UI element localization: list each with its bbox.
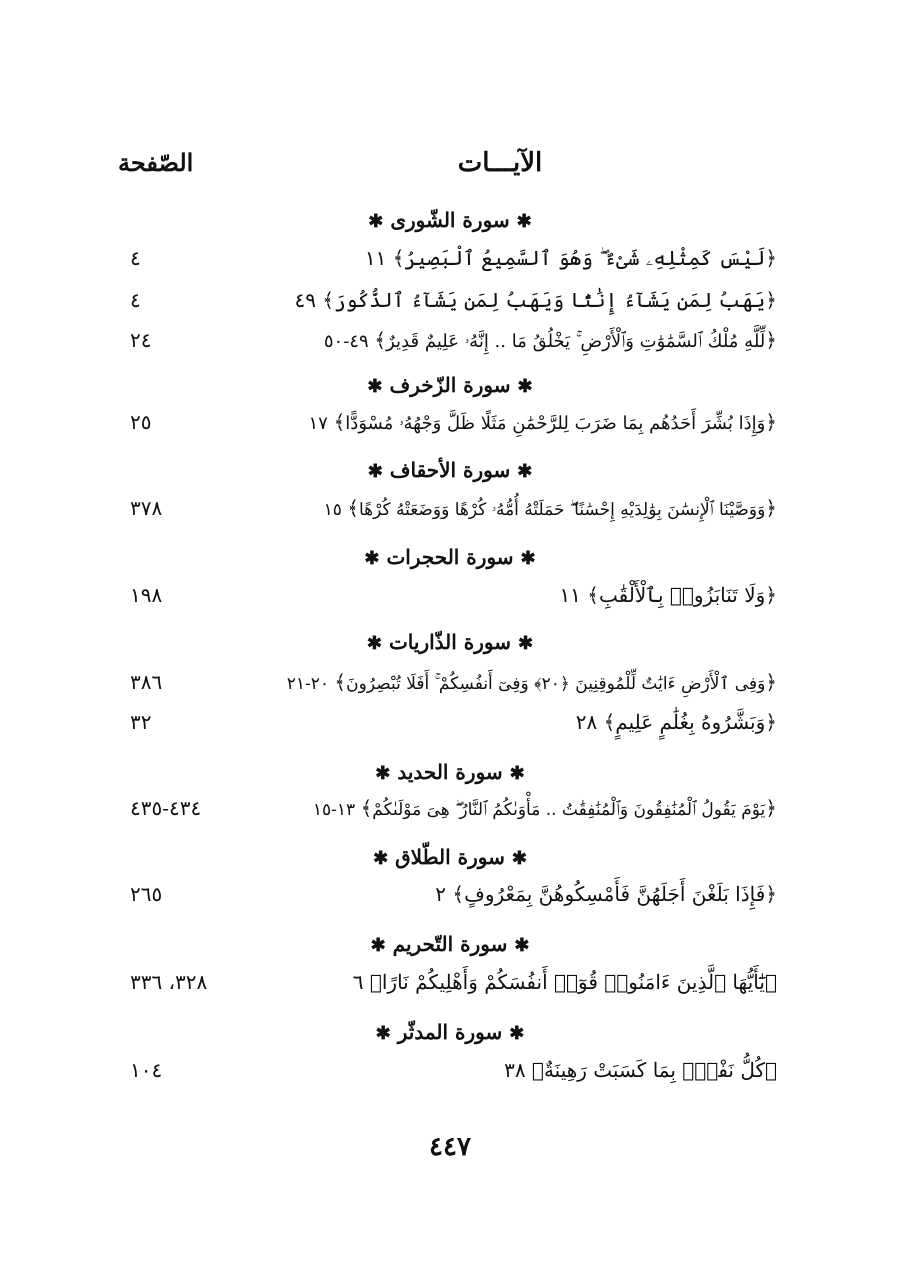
page-ref: ٢٥ xyxy=(130,410,152,434)
star-ornament-icon: ✱ xyxy=(509,763,525,784)
verse-text xyxy=(313,796,777,820)
index-entry xyxy=(0,796,900,832)
verse-text xyxy=(309,410,778,434)
verse-body: لَيْسَ كَمِثْلِهِۦ شَىْءٌ ۖ وَهُوَ ٱلسَّمِيعُ ٱلْبَصِيرُ xyxy=(404,246,766,270)
star-ornament-icon: ✱ xyxy=(517,376,533,397)
bracket-open-icon: ﴿ xyxy=(765,328,777,352)
verses-column-header: الآيـــات xyxy=(457,148,543,178)
verse-body: وَبَشَّرُوهُ بِغُلَٰمٍ عَلِيمٍ xyxy=(615,710,766,734)
surah-heading xyxy=(0,932,900,956)
surah-name: سورة الحجرات xyxy=(386,545,514,569)
bracket-close-icon: ﴾ xyxy=(347,496,359,520)
bracket-open-icon: ﴿ xyxy=(765,710,777,734)
verse-body: فَإِذَا بَلَغْنَ أَجَلَهُنَّ فَأَمْسِكُوهُنَّ بِمَعْرُوفٍ xyxy=(464,882,766,906)
verse-body: لِّلَّهِ مُلْكُ ٱلسَّمَٰوَٰتِ وَٱلْأَرْضِ ۚ يَخْلُقُ مَا .. إِنَّهُۥ عَلِيمٌ قَدِيرٌ xyxy=(386,331,766,352)
star-ornament-icon: ✱ xyxy=(517,633,534,654)
surah-name: سورة الطّلاق xyxy=(395,845,505,869)
star-ornament-icon: ✱ xyxy=(370,935,386,956)
surah-heading xyxy=(0,1020,900,1044)
page-ref: ٢٦٥ xyxy=(130,882,163,906)
bracket-open-icon: ﴿ xyxy=(765,882,777,906)
bracket-open-icon: ﴿ xyxy=(765,796,777,820)
surah-name: سورة الذّاريات xyxy=(388,630,512,654)
star-ornament-icon: ✱ xyxy=(509,1023,525,1044)
star-ornament-icon: ✱ xyxy=(366,633,382,654)
bracket-open-icon: ﴿ xyxy=(765,246,777,270)
verse-body: وَإِذَا بُشِّرَ أَحَدُهُم بِمَا ضَرَبَ لِلرَّحْمَٰنِ مَثَلًا ظَلَّ وَجْهُهُۥ مُسْوَدًّا xyxy=(345,413,766,434)
verse-text xyxy=(294,288,777,312)
surah-name: سورة الأحقاف xyxy=(389,458,511,482)
bracket-close-icon: ﴾ xyxy=(322,288,335,312)
bracket-close-icon: ﴾ xyxy=(360,796,373,820)
table-header xyxy=(120,148,760,188)
star-ornament-icon: ✱ xyxy=(511,848,527,869)
page-ref: ٣٢ xyxy=(130,710,152,734)
surah-heading xyxy=(0,630,900,654)
star-ornament-icon: ✱ xyxy=(375,1023,391,1044)
verse-body: كُلُّ نَفْسٍۭ بِمَا كَسَبَتْ رَهِينَةٌ xyxy=(543,1058,765,1082)
bracket-close-icon: ﴾ xyxy=(603,710,616,734)
bracket-open-icon: ﴿ xyxy=(764,1058,777,1082)
index-entry xyxy=(0,882,900,918)
page-ref: ٤ xyxy=(130,288,141,312)
surah-heading xyxy=(0,545,900,569)
surah-heading xyxy=(0,760,900,784)
bracket-open-icon: ﴿ xyxy=(765,670,777,694)
page-ref: ١٠٤ xyxy=(130,1058,163,1082)
surah-heading xyxy=(0,208,900,232)
bracket-open-icon: ﴿ xyxy=(764,970,777,994)
bracket-close-icon: ﴾ xyxy=(334,670,347,694)
index-entry xyxy=(0,710,900,746)
index-entry xyxy=(0,1058,900,1094)
verse-text xyxy=(287,670,777,694)
bracket-close-icon: ﴾ xyxy=(452,882,465,906)
verse-number: ١٥ xyxy=(323,500,342,520)
bracket-open-icon: ﴿ xyxy=(765,288,777,312)
surah-heading xyxy=(0,845,900,869)
verse-number: ٢ xyxy=(435,882,447,906)
index-entry xyxy=(0,583,900,619)
index-entry xyxy=(0,670,900,706)
surah-name: سورة التّحريم xyxy=(392,932,508,956)
bracket-close-icon: ﴾ xyxy=(587,583,599,607)
verse-text xyxy=(353,970,777,994)
bracket-open-icon: ﴿ xyxy=(765,583,777,607)
star-ornament-icon: ✱ xyxy=(375,763,391,784)
index-entry xyxy=(0,970,900,1006)
verse-number: ٢٨ xyxy=(575,710,598,734)
page-ref: ٤٣٤-٤٣٥ xyxy=(130,796,202,820)
verse-number: ٤٩-٥٠ xyxy=(323,331,369,352)
verse-body: يَٰٓأَيُّهَا ٱلَّذِينَ ءَامَنُوا۟ قُوٓا۟ أَنفُسَكُمْ وَأَهْلِيكُمْ نَارًا xyxy=(381,970,765,994)
verse-number: ١١ xyxy=(364,246,387,270)
star-ornament-icon: ✱ xyxy=(373,848,389,869)
verse-text xyxy=(324,328,777,352)
star-ornament-icon: ✱ xyxy=(368,211,384,232)
bracket-close-icon: ﴾ xyxy=(531,1058,544,1082)
verse-number: ١١ xyxy=(559,583,581,607)
bracket-close-icon: ﴾ xyxy=(392,246,405,270)
index-entry xyxy=(0,328,900,364)
bracket-close-icon: ﴾ xyxy=(374,328,387,352)
verse-body: وَلَا تَنَابَزُوا۟ بِٱلْأَلْقَٰبِ xyxy=(599,583,766,607)
verse-body: يَوْمَ يَقُولُ ٱلْمُنَٰفِقُونَ وَٱلْمُنَٰفِقَٰتُ .. مَأْوَىٰكُمُ ٱلنَّارُ ۖ هِىَ مَوْلَىٰكُمْ xyxy=(372,800,766,820)
page-ref: ٣٢٨، ٣٣٦ xyxy=(130,970,208,994)
page-ref: ٣٨٦ xyxy=(130,670,163,694)
verse-body: وَوَصَّيْنَا ٱلْإِنسَٰنَ بِوَٰلِدَيْهِ إِحْسَٰنًا ۖ حَمَلَتْهُ أُمُّهُۥ كُرْهًا وَوَضَعَتْهُ كُرْهًا xyxy=(358,500,766,520)
star-ornament-icon: ✱ xyxy=(517,461,533,482)
verse-text xyxy=(324,496,777,520)
page-ref: ٢٤ xyxy=(130,328,152,352)
verse-body: وَفِى ٱلْأَرْضِ ءَايَٰتٌ لِّلْمُوقِنِينَ ﴿٢٠﴾ وَفِىٓ أَنفُسِكُمْ ۚ أَفَلَا تُبْصِرُونَ xyxy=(346,674,766,694)
verse-text xyxy=(365,246,777,270)
star-ornament-icon: ✱ xyxy=(364,548,380,569)
surah-heading xyxy=(0,373,900,397)
page-ref: ٣٧٨ xyxy=(130,496,163,520)
star-ornament-icon: ✱ xyxy=(520,548,536,569)
bracket-close-icon: ﴾ xyxy=(369,970,382,994)
page-column-header: الصّفحة xyxy=(118,148,194,177)
bracket-close-icon: ﴾ xyxy=(333,410,346,434)
surah-name: سورة المدثّر xyxy=(397,1020,503,1044)
verse-text xyxy=(504,1058,777,1082)
index-entry xyxy=(0,496,900,532)
star-ornament-icon: ✱ xyxy=(367,376,383,397)
verse-number: ٣٨ xyxy=(504,1058,526,1082)
index-entry xyxy=(0,246,900,282)
surah-name: سورة الشّورى xyxy=(390,208,510,232)
star-ornament-icon: ✱ xyxy=(516,211,532,232)
star-ornament-icon: ✱ xyxy=(514,935,530,956)
index-entry xyxy=(0,288,900,324)
verse-text xyxy=(576,710,777,734)
page-ref: ١٩٨ xyxy=(130,583,163,607)
page-number: ٤٤٧ xyxy=(429,1132,471,1162)
verse-text xyxy=(559,583,777,607)
surah-heading xyxy=(0,458,900,482)
verse-body: يَهَبُ لِمَن يَشَآءُ إِنَٰثًا وَيَهَبُ لِمَن يَشَآءُ ٱلذُّكُورَ xyxy=(334,288,766,312)
index-entry xyxy=(0,410,900,446)
surah-name: سورة الزّخرف xyxy=(389,373,511,397)
verse-number: ١٣-١٥ xyxy=(312,800,356,820)
verse-number: ١٧ xyxy=(308,413,328,434)
surah-name: سورة الحديد xyxy=(397,760,503,784)
verse-number: ٢٠-٢١ xyxy=(286,674,329,694)
verse-text xyxy=(435,882,777,906)
page-ref: ٤ xyxy=(130,246,141,270)
bracket-open-icon: ﴿ xyxy=(765,410,777,434)
verse-number: ٦ xyxy=(352,970,364,994)
star-ornament-icon: ✱ xyxy=(367,461,383,482)
bracket-open-icon: ﴿ xyxy=(765,496,777,520)
verse-number: ٤٩ xyxy=(294,288,316,312)
